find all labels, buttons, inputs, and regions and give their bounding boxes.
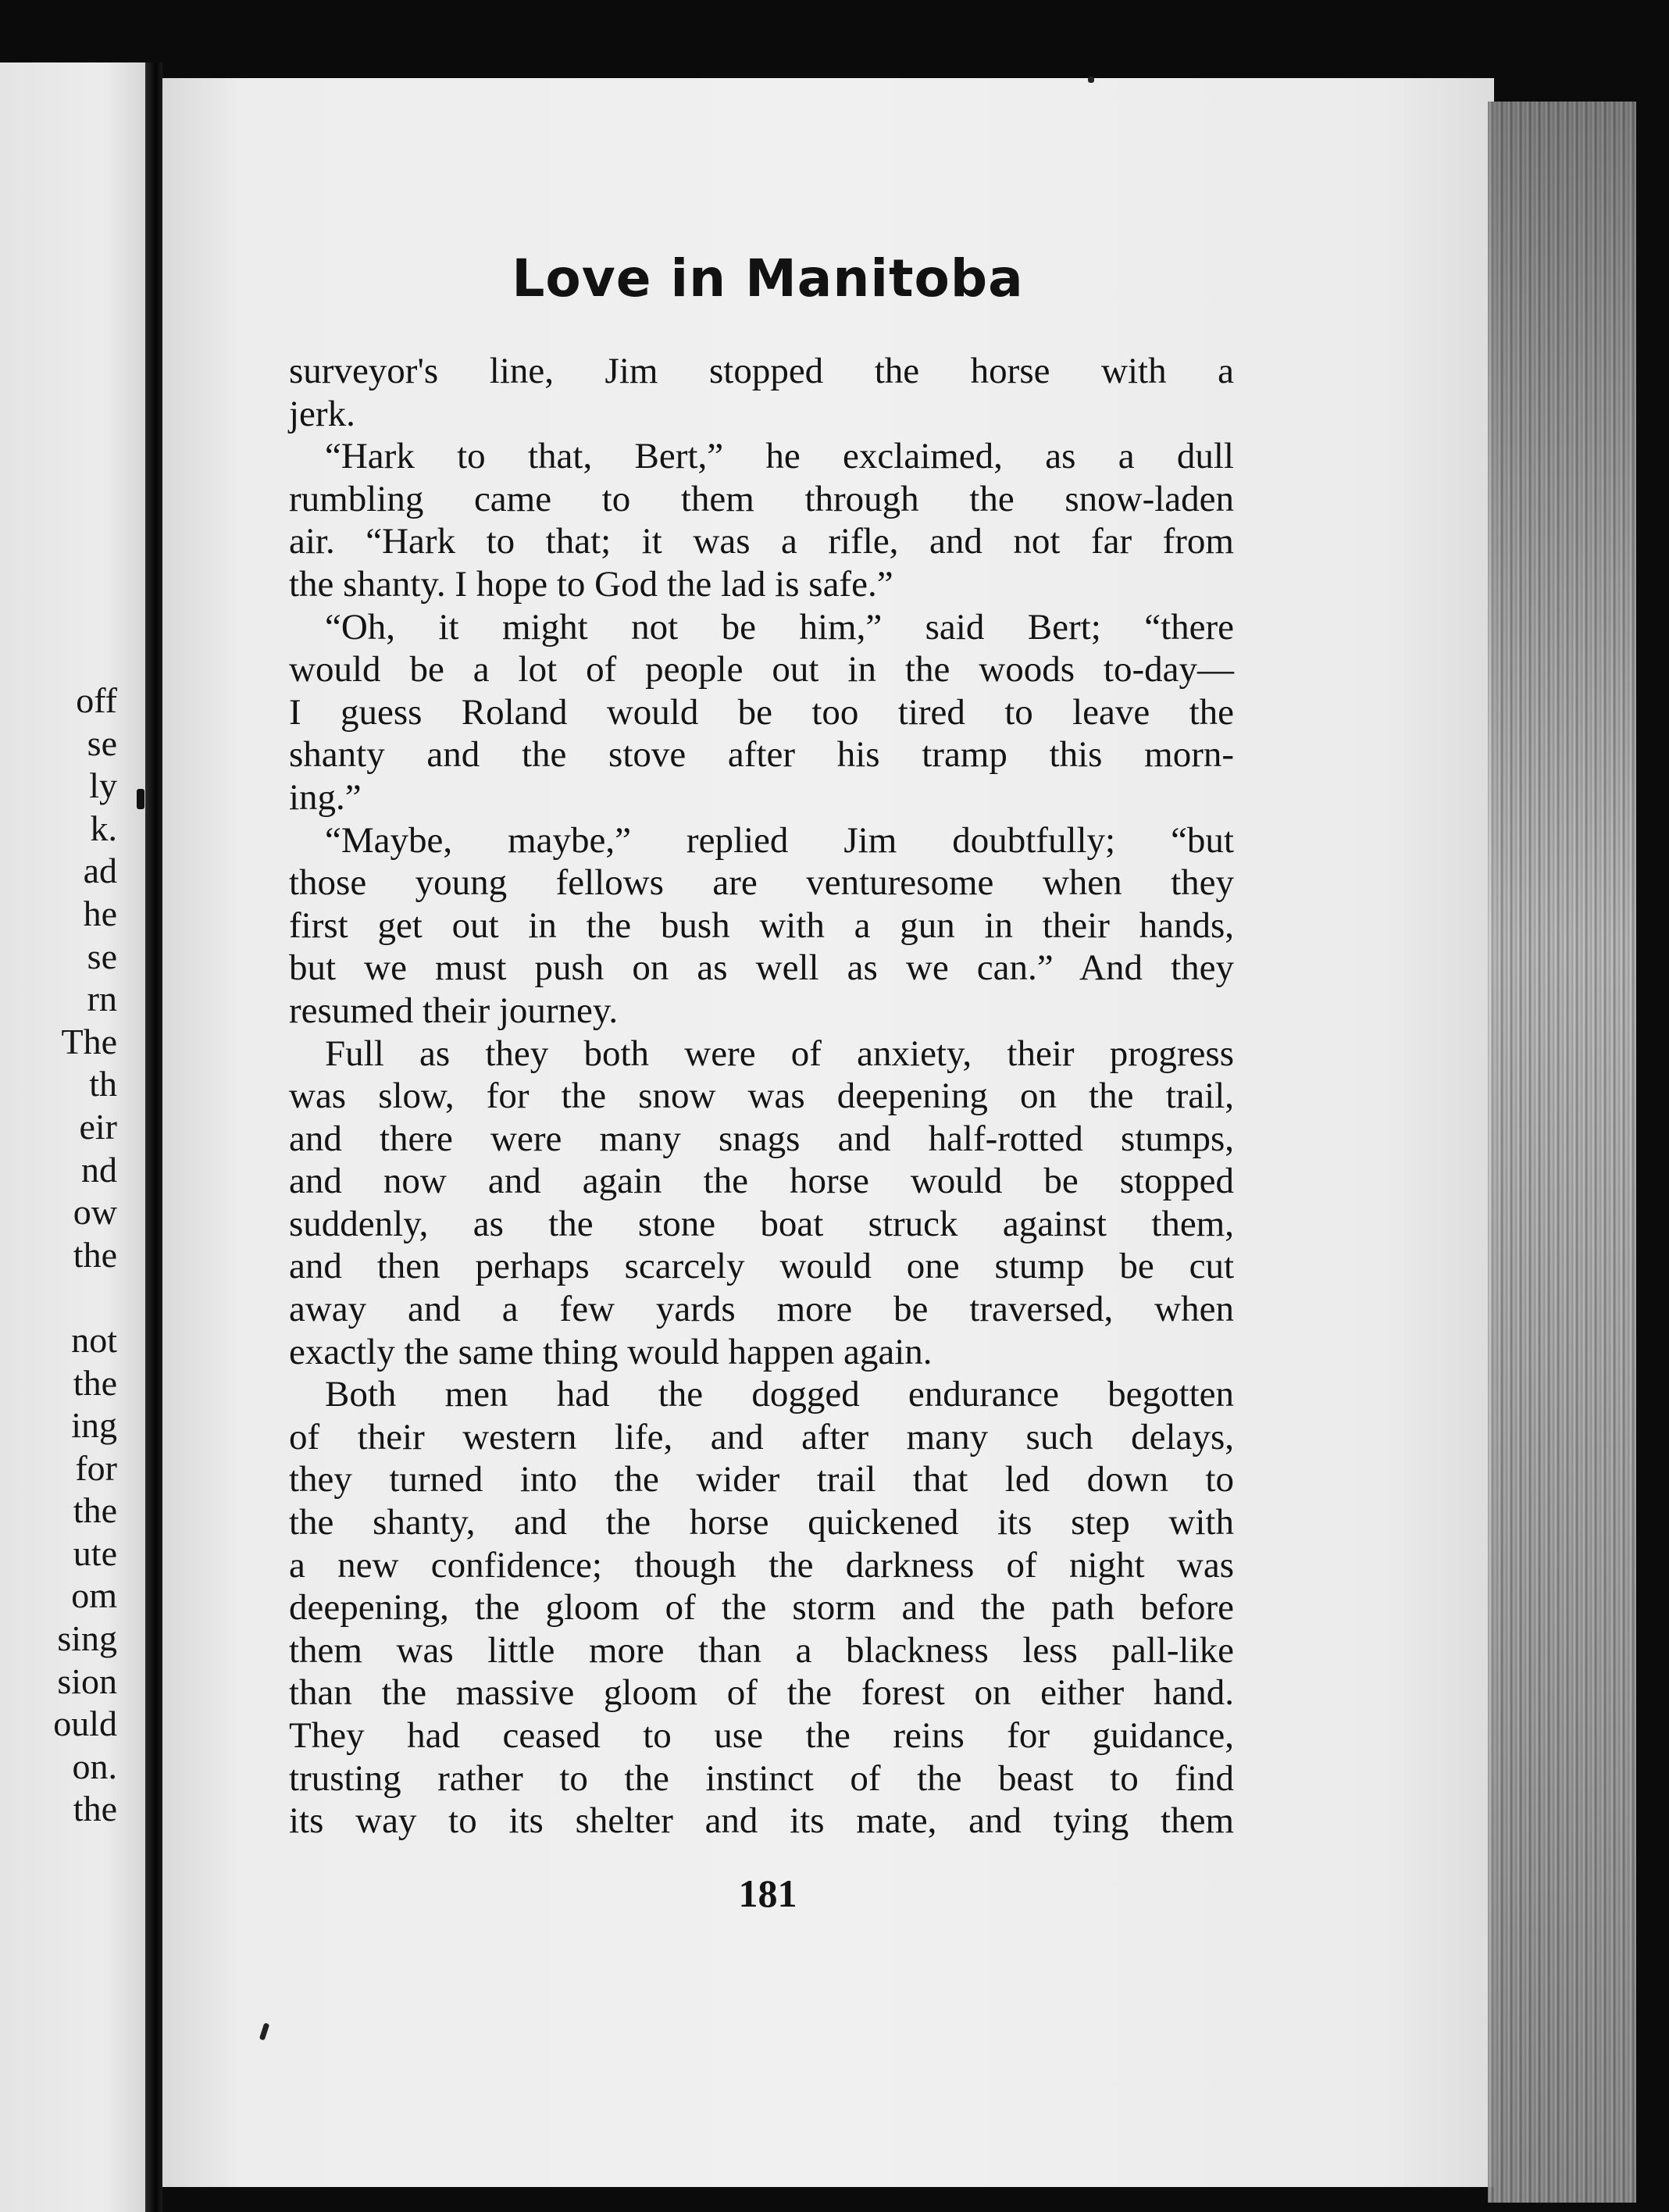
speck-mark [137, 789, 144, 809]
text-line: the shanty. I hope to God the lad is safe.” [289, 563, 893, 605]
text-line: deepening, the gloom of the storm and the path before [289, 1587, 1234, 1629]
text-line: than the massive gloom of the forest on either hand. [289, 1672, 1234, 1714]
text-line: shanty and the stove after his tramp this morn- [289, 734, 1234, 776]
text-line: rumbling came to them through the snow-laden [289, 478, 1234, 519]
text-line: of their western life, and after many such delays, [289, 1416, 1234, 1457]
speck-mark [1088, 77, 1094, 83]
facing-page-fragment: k. [90, 808, 117, 848]
facing-page-fragment: om [71, 1575, 117, 1616]
facing-page-fragment: sion [57, 1661, 117, 1701]
text-line: first get out in the bush with a gun in their hands, [289, 904, 1234, 946]
facing-page-fragment: ute [73, 1532, 117, 1573]
text-line: resumed their journey. [289, 990, 619, 1031]
text-line: the shanty, and the horse quickened its step with [289, 1502, 1234, 1543]
facing-page-fragment: ad [83, 851, 117, 891]
text-line: they turned into the wider trail that led down to [289, 1459, 1234, 1500]
facing-page-fragment: eir [79, 1106, 117, 1147]
facing-page-fragment: se [87, 722, 117, 763]
text-line: those young fellows are venturesome when they [289, 862, 1234, 904]
facing-page-fragment: rn [87, 979, 117, 1019]
text-line: suddenly, as the stone boat struck against them, [289, 1203, 1234, 1244]
text-line: air. “Hark to that; it was a rifle, and not far from [289, 521, 1234, 562]
text-line: its way to its shelter and its mate, and tying them [289, 1800, 1234, 1842]
text-line: and now and again the horse would be stopped [289, 1161, 1234, 1202]
facing-page-fragment: ly [89, 765, 117, 806]
text-line: was slow, for the snow was deepening on the trail, [289, 1076, 1234, 1117]
facing-page-fragment: sing [57, 1618, 117, 1659]
facing-page-fragment: off [76, 680, 117, 720]
text-line: jerk. [289, 393, 355, 434]
facing-page-fragment: nd [81, 1149, 117, 1190]
facing-page-fragment [0, 1276, 117, 1319]
facing-page-fragment: the [73, 1789, 117, 1829]
text-line: a new confidence; though the darkness of night was [289, 1544, 1234, 1586]
text-line: and then perhaps scarcely would one stump be cut [289, 1246, 1234, 1287]
text-line: “Hark to that, Bert,” he exclaimed, as a dull [325, 436, 1234, 477]
facing-page-fragment: ing [71, 1405, 117, 1446]
text-line: Both men had the dogged endurance begotten [325, 1374, 1234, 1415]
text-line: and there were many snags and half-rotted stumps, [289, 1118, 1234, 1159]
facing-page-fragment: th [89, 1064, 117, 1104]
facing-page-fragment: not [71, 1319, 117, 1360]
text-line: “Oh, it might not be him,” said Bert; “there [325, 606, 1234, 648]
page-number: 181 [738, 1871, 797, 1915]
text-line: I guess Roland would be too tired to leave the [289, 691, 1234, 733]
facing-page-fragment: se [87, 936, 117, 976]
text-line: would be a lot of people out in the woods to-day— [289, 649, 1234, 690]
page-edges-shading [1488, 102, 1636, 2203]
text-line: trusting rather to the instinct of the beast to find [289, 1757, 1234, 1799]
facing-page-text-fragments [0, 680, 117, 1831]
facing-page-fragment: the [73, 1362, 117, 1403]
text-line: but we must push on as well as we can.” And they [289, 947, 1234, 989]
facing-page-fragment: ould [53, 1704, 117, 1744]
facing-page-fragment: the [73, 1490, 117, 1531]
text-line: exactly the same thing would happen again. [289, 1331, 933, 1372]
text-line: “Maybe, maybe,” replied Jim doubtfully; “but [325, 819, 1234, 861]
text-line: Full as they both were of anxiety, their progress [325, 1033, 1234, 1074]
text-line: surveyor's line, Jim stopped the horse with a [289, 351, 1234, 391]
facing-page-fragment: ow [73, 1192, 117, 1233]
book-gutter [145, 62, 162, 2212]
facing-page-fragment: on. [72, 1746, 117, 1786]
facing-page-fragment: the [73, 1234, 117, 1275]
running-head: Love in Manitoba [512, 248, 1024, 309]
text-line: away and a few yards more be traversed, when [289, 1289, 1234, 1330]
facing-page-fragment: he [83, 893, 117, 933]
text-line: them was little more than a blackness less pall-like [289, 1629, 1234, 1671]
text-line: ing.” [289, 776, 362, 818]
facing-page-fragment: for [75, 1447, 117, 1488]
facing-page-fragment: The [61, 1021, 117, 1061]
text-line: They had ceased to use the reins for guidance, [289, 1715, 1234, 1756]
body-text [289, 350, 1234, 1843]
